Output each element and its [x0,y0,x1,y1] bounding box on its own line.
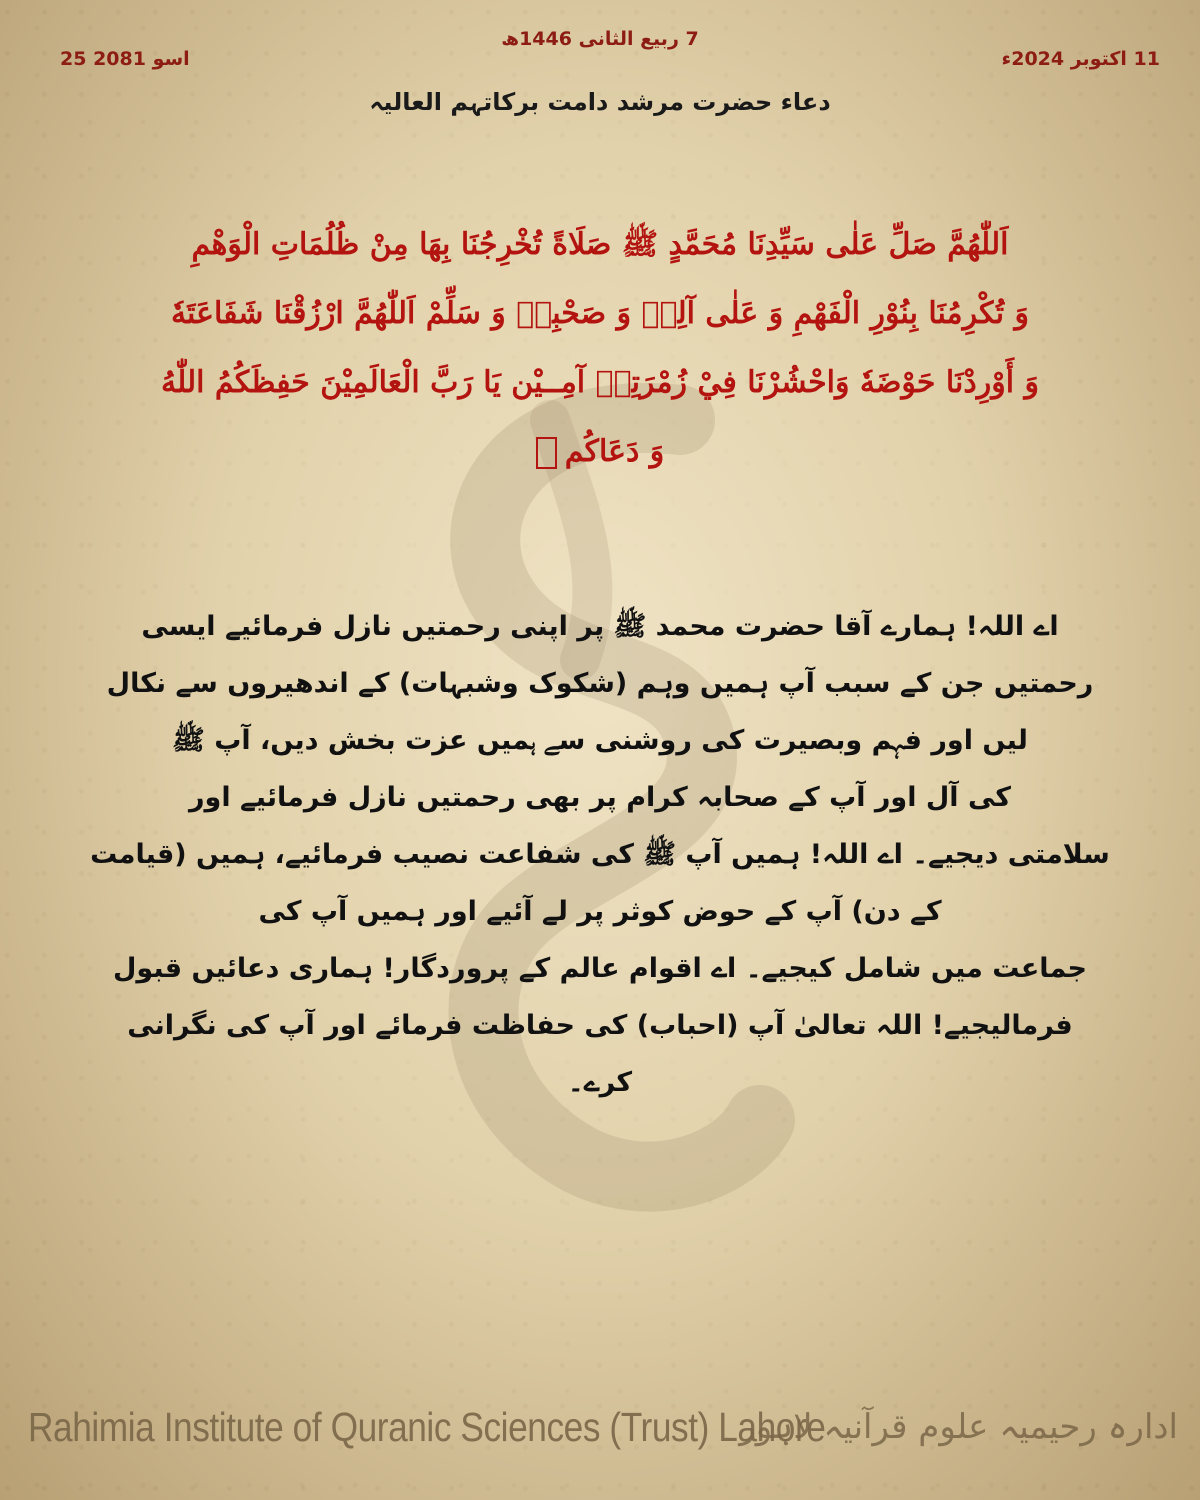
urdu-line: فرمالیجیے! اللہ تعالیٰ آپ (احباب) کی حفاظت فرمائے اور آپ کی نگرانی [127,1010,1073,1041]
urdu-translation [90,598,1110,1111]
page-title: دعاء حضرت مرشد دامت برکاتہم العالیہ [369,88,831,116]
date-gregorian: 11 اکتوبر 2024ء [1001,48,1160,70]
footer [28,1404,1178,1474]
urdu-line: کی آل اور آپ کے صحابہ کرام پر بھی رحمتیں نازل فرمائیے اور [189,782,1011,813]
date-hijri: 7 ربیع الثانی 1446ھ [501,28,699,50]
arabic-line-last [75,417,1125,486]
arabic-line: وَ تُكْرِمُنَا بِنُوْرِ الْفَهْمِ وَ عَلٰى آلِهٖ وَ صَحْبِهٖ وَ سَلِّمْ اَللّٰهُمَّ ارْزُقْنَا شَفَاعَتَهٗ [170,296,1030,331]
urdu-line: کے دن) آپ کے حوض کوثر پر لے آئیے اور ہمیں آپ کی [258,896,942,927]
arabic-line: اَللّٰهُمَّ صَلِّ عَلٰى سَيِّدِنَا مُحَمَّدٍ ﷺ صَلَاةً تُخْرِجُنَا بِهَا مِنْ ظُلُمَاتِ الْوَهْمِ [191,227,1009,262]
arabic-line-text: وَ دَعَاكُم [564,434,665,469]
date-vikram: 25 اسو 2081 [60,48,190,70]
urdu-line: سلامتی دیجیے۔ اے اللہ! ہمیں آپ ﷺ کی شفاعت نصیب فرمائیے، ہمیں (قیامت [90,839,1110,870]
missing-glyph-box [536,437,557,469]
institute-logo-calligraphy: ادارہ رحیمیہ علوم قرآنیہ لاہور [739,1407,1178,1447]
urdu-line: لیں اور فہم وبصیرت کی روشنی سے ہمیں عزت بخش دیں، آپ ﷺ [172,725,1028,756]
institute-name-english: Rahimia Institute of Quranic Sciences (Trust) Lahore [28,1404,826,1450]
urdu-line: جماعت میں شامل کیجیے۔ اے اقوام عالم کے پروردگار! ہماری دعائیں قبول [112,953,1088,984]
urdu-line: کرے۔ [567,1067,633,1098]
urdu-line: اے اللہ! ہمارے آقا حضرت محمد ﷺ پر اپنی رحمتیں نازل فرمائیے ایسی [141,611,1059,642]
urdu-line: رحمتیں جن کے سبب آپ ہمیں وہم (شکوک وشبہات) کے اندھیروں سے نکال [106,668,1094,699]
arabic-line: وَ أَوْرِدْنَا حَوْضَهٗ وَاحْشُرْنَا فِيْ زُمْرَتِهٖ آمِــيْن يَا رَبَّ الْعَالَمِيْنَ حَفِظَكُمُ اللّٰهُ [160,365,1040,400]
arabic-prayer [75,210,1125,486]
